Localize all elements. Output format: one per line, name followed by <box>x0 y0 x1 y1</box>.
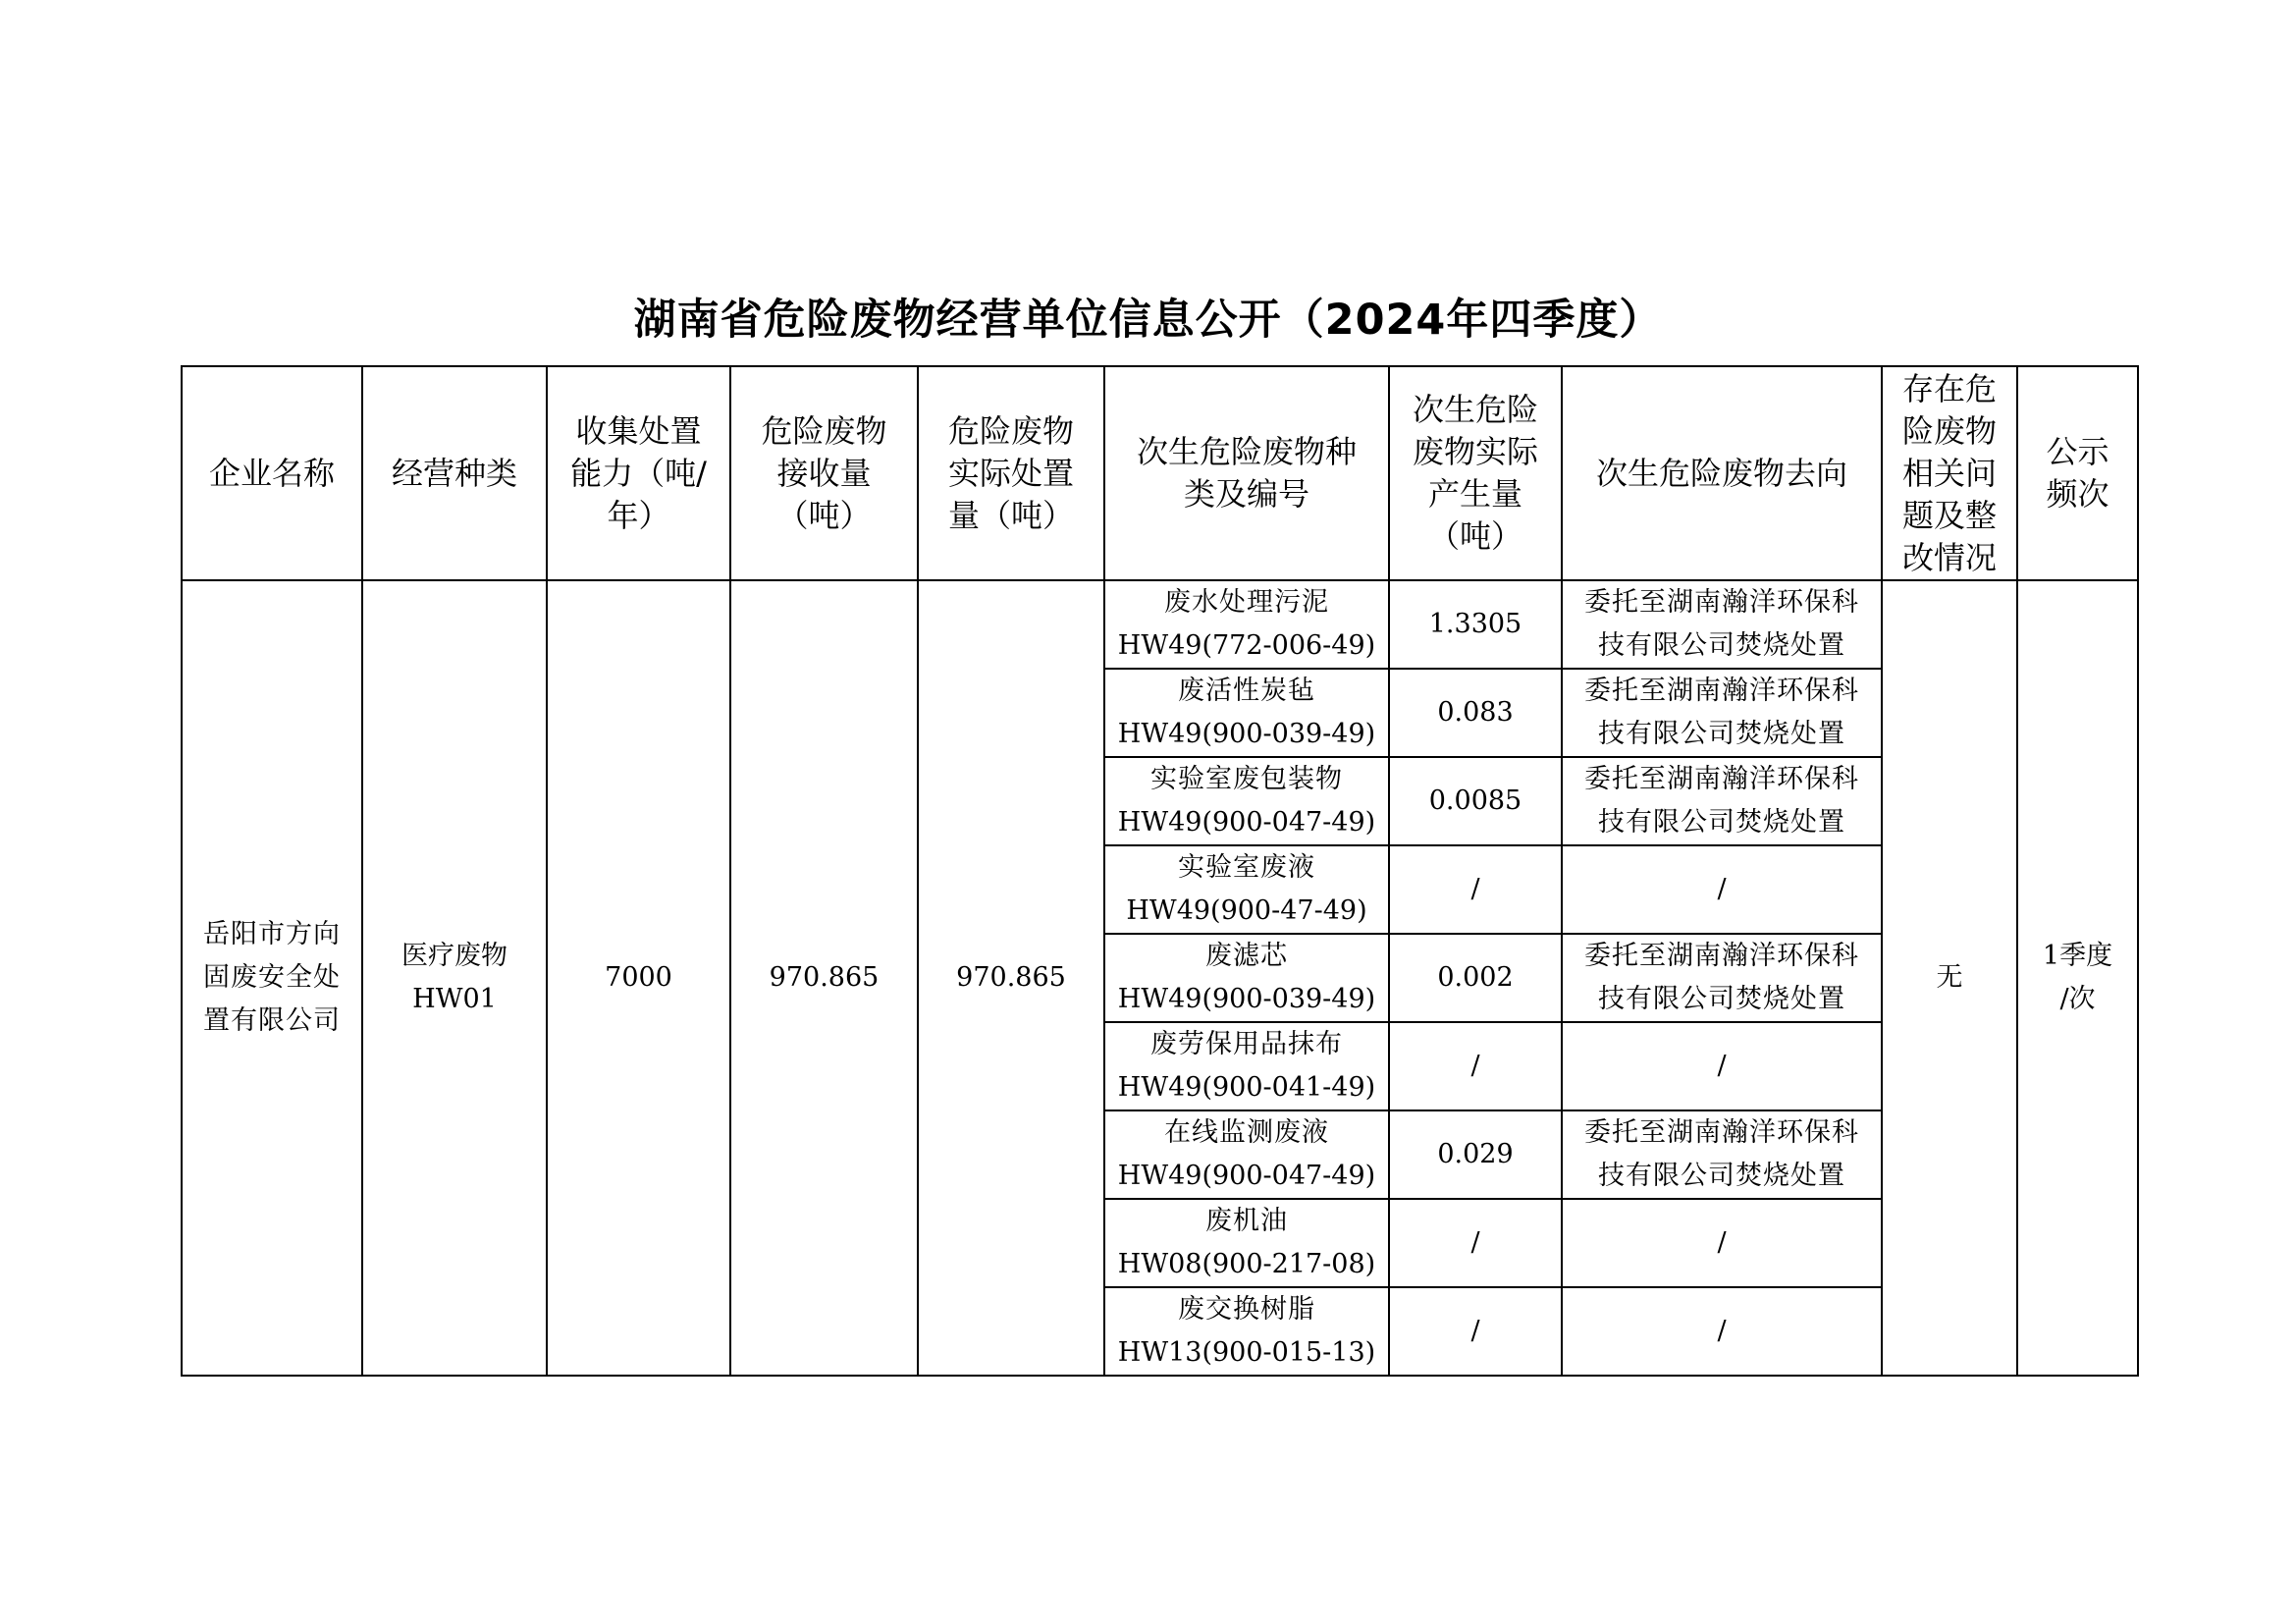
header-disposed: 危险废物 实际处置 量（吨） <box>918 366 1104 580</box>
secondary-type-cell: 实验室废液 HW49(900-47-49) <box>1104 845 1389 934</box>
secondary-destination-cell: 委托至湖南瀚洋环保科 技有限公司焚烧处置 <box>1562 669 1882 757</box>
secondary-amount-cell: / <box>1389 845 1562 934</box>
secondary-destination-cell: / <box>1562 1199 1882 1287</box>
header-frequency: 公示 频次 <box>2017 366 2138 580</box>
secondary-amount-cell: / <box>1389 1287 1562 1376</box>
secondary-amount-cell: 0.002 <box>1389 934 1562 1022</box>
header-row <box>182 366 2138 580</box>
issues-cell: 无 <box>1882 580 2017 1376</box>
secondary-destination-cell: / <box>1562 1022 1882 1110</box>
frequency-cell: 1季度 /次 <box>2017 580 2138 1376</box>
header-category: 经营种类 <box>362 366 547 580</box>
table-row <box>182 580 2138 669</box>
header-issues: 存在危 险废物 相关问 题及整 改情况 <box>1882 366 2017 580</box>
page-title: 湖南省危险废物经营单位信息公开（2024年四季度） <box>633 296 1663 345</box>
secondary-amount-cell: 0.0085 <box>1389 757 1562 845</box>
secondary-destination-cell: / <box>1562 1287 1882 1376</box>
secondary-type-cell: 废劳保用品抹布 HW49(900-041-49) <box>1104 1022 1389 1110</box>
header-company: 企业名称 <box>182 366 362 580</box>
header-capacity: 收集处置 能力（吨/ 年） <box>547 366 730 580</box>
header-secondary-destination: 次生危险废物去向 <box>1562 366 1882 580</box>
capacity-cell: 7000 <box>547 580 730 1376</box>
secondary-destination-cell: 委托至湖南瀚洋环保科 技有限公司焚烧处置 <box>1562 934 1882 1022</box>
secondary-type-cell: 废机油 HW08(900-217-08) <box>1104 1199 1389 1287</box>
secondary-amount-cell: 0.083 <box>1389 669 1562 757</box>
secondary-type-cell: 废交换树脂 HW13(900-015-13) <box>1104 1287 1389 1376</box>
disclosure-table <box>181 365 2139 1377</box>
secondary-destination-cell: 委托至湖南瀚洋环保科 技有限公司焚烧处置 <box>1562 580 1882 669</box>
secondary-type-cell: 废活性炭毡 HW49(900-039-49) <box>1104 669 1389 757</box>
secondary-amount-cell: / <box>1389 1022 1562 1110</box>
disposed-cell: 970.865 <box>918 580 1104 1376</box>
header-received: 危险废物 接收量 （吨） <box>730 366 918 580</box>
secondary-type-cell: 实验室废包装物 HW49(900-047-49) <box>1104 757 1389 845</box>
secondary-type-cell: 废水处理污泥 HW49(772-006-49) <box>1104 580 1389 669</box>
secondary-destination-cell: 委托至湖南瀚洋环保科 技有限公司焚烧处置 <box>1562 757 1882 845</box>
company-name-cell: 岳阳市方向 固废安全处 置有限公司 <box>182 580 362 1376</box>
header-secondary-amount: 次生危险 废物实际 产生量 （吨） <box>1389 366 1562 580</box>
secondary-amount-cell: 0.029 <box>1389 1110 1562 1199</box>
secondary-amount-cell: / <box>1389 1199 1562 1287</box>
secondary-amount-cell: 1.3305 <box>1389 580 1562 669</box>
secondary-type-cell: 废滤芯 HW49(900-039-49) <box>1104 934 1389 1022</box>
category-cell: 医疗废物 HW01 <box>362 580 547 1376</box>
secondary-type-cell: 在线监测废液 HW49(900-047-49) <box>1104 1110 1389 1199</box>
secondary-destination-cell: / <box>1562 845 1882 934</box>
secondary-destination-cell: 委托至湖南瀚洋环保科 技有限公司焚烧处置 <box>1562 1110 1882 1199</box>
received-cell: 970.865 <box>730 580 918 1376</box>
header-secondary-type: 次生危险废物种 类及编号 <box>1104 366 1389 580</box>
